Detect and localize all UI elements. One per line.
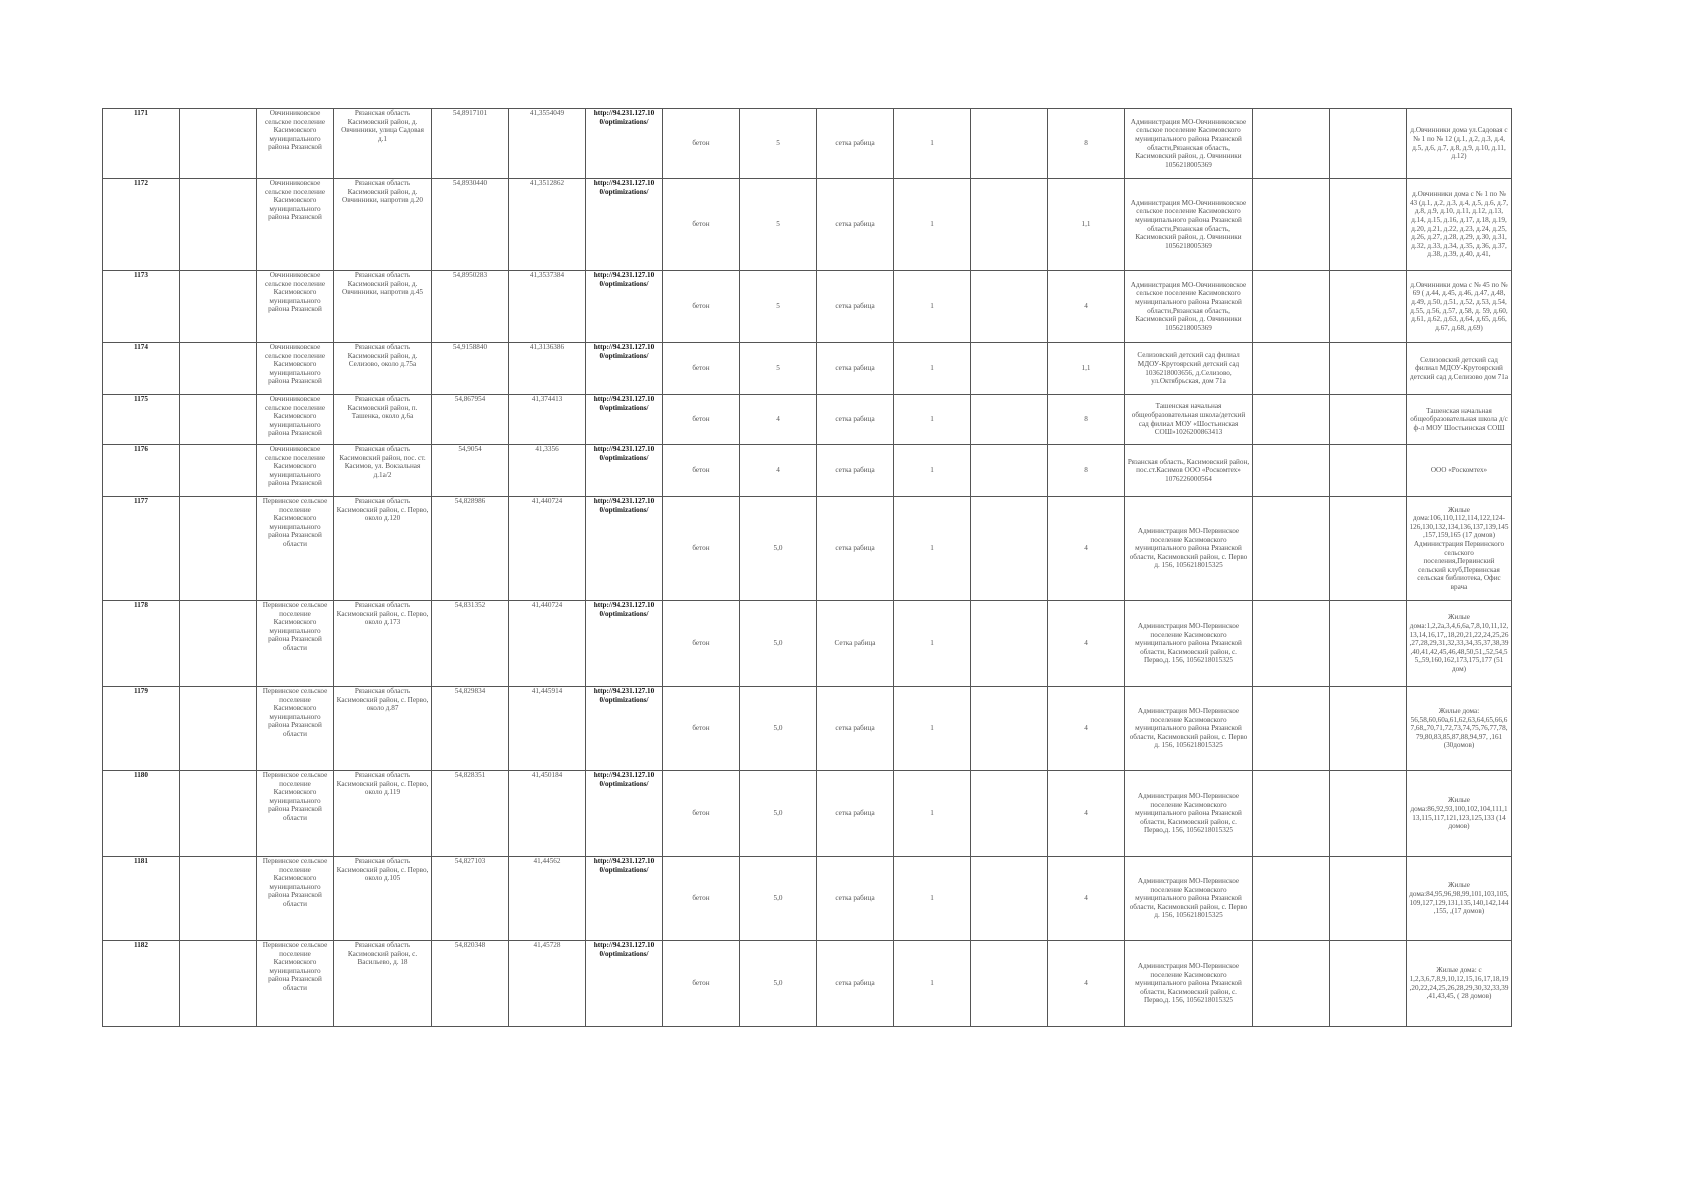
- surface-cell: бетон: [663, 601, 740, 687]
- address-cell: Рязанская область Касимовский район, с. Перво, около д.105: [334, 857, 432, 941]
- served-objects-cell: Жилые дома: 56,58,60,60а,61,62,63,64,65,66,67,68,,70,71,72,73,74,75,76,77,78,79,80,83,85,87,88,94,97, ,161 (30домов): [1407, 687, 1512, 771]
- empty-cell: [1330, 497, 1407, 601]
- volume-cell: 8: [1048, 109, 1125, 179]
- fence-cell: сетка рабица: [817, 109, 894, 179]
- settlement-cell: Овчинниковское сельское поселение Касимовского муниципального района Рязанской: [257, 395, 334, 445]
- surface-cell: бетон: [663, 497, 740, 601]
- settlement-cell: Овчинниковское сельское поселение Касимовского муниципального района Рязанской: [257, 179, 334, 271]
- latitude-cell: 54,9158840: [432, 343, 509, 395]
- volume-cell: 4: [1048, 271, 1125, 343]
- containers-cell: 1: [894, 771, 971, 857]
- empty-cell: [180, 687, 257, 771]
- empty-cell: [1253, 179, 1330, 271]
- empty-cell: [971, 271, 1048, 343]
- address-cell: Рязанская область Касимовский район, д. Овчинники, напротив д.20: [334, 179, 432, 271]
- settlement-cell: Овчинниковское сельское поселение Касимовского муниципального района Рязанской: [257, 109, 334, 179]
- longitude-cell: 41,3554049: [509, 109, 586, 179]
- latitude-cell: 54,827103: [432, 857, 509, 941]
- fence-cell: сетка рабица: [817, 343, 894, 395]
- empty-cell: [180, 857, 257, 941]
- latitude-cell: 54,820348: [432, 941, 509, 1027]
- empty-cell: [971, 687, 1048, 771]
- area-cell: 5,0: [740, 497, 817, 601]
- address-cell: Рязанская область Касимовский район, д. Овчинники, напротив д.45: [334, 271, 432, 343]
- latitude-cell: 54,8950283: [432, 271, 509, 343]
- url-cell: http://94.231.127.10 0/optimizations/: [586, 343, 663, 395]
- longitude-cell: 41,445914: [509, 687, 586, 771]
- containers-cell: 1: [894, 109, 971, 179]
- empty-cell: [180, 395, 257, 445]
- table-row: [103, 109, 1512, 179]
- owner-cell: Администрация МО-Овчинниковское сельское поселение Касимовского муниципального района Рязанской области,Рязанская область, Касимовский район, д. Овчинники 1056218005369: [1125, 271, 1253, 343]
- served-objects-cell: Селизовский детский сад филиал МДОУ-Крутоярский детский сад д.Селизово дом 71а: [1407, 343, 1512, 395]
- empty-cell: [971, 497, 1048, 601]
- volume-cell: 4: [1048, 857, 1125, 941]
- empty-cell: [971, 771, 1048, 857]
- latitude-cell: 54,9054: [432, 445, 509, 497]
- empty-cell: [180, 271, 257, 343]
- empty-cell: [1253, 601, 1330, 687]
- empty-cell: [971, 343, 1048, 395]
- row-number: 1182: [103, 941, 180, 1027]
- table-row: [103, 941, 1512, 1027]
- row-number: 1172: [103, 179, 180, 271]
- url-cell: http://94.231.127.10 0/optimizations/: [586, 941, 663, 1027]
- area-cell: 5,0: [740, 857, 817, 941]
- area-cell: 4: [740, 395, 817, 445]
- empty-cell: [1330, 601, 1407, 687]
- empty-cell: [180, 941, 257, 1027]
- longitude-cell: 41,450184: [509, 771, 586, 857]
- settlement-cell: Первинское сельское поселение Касимовского муниципального района Рязанской области: [257, 687, 334, 771]
- url-cell: http://94.231.127.10 0/optimizations/: [586, 271, 663, 343]
- area-cell: 5,0: [740, 601, 817, 687]
- owner-cell: Селизовский детский сад филиал МДОУ-Крутоярский детский сад 1036218003656, д.Селизово, ул.Октябрьская, дом 71а: [1125, 343, 1253, 395]
- settlement-cell: Первинское сельское поселение Касимовского муниципального района Рязанской области: [257, 771, 334, 857]
- owner-cell: Администрация МО-Первинское поселение Касимовского муниципального района Рязанской области, Касимовский район, с. Перво,д. 156, 1056218015325: [1125, 601, 1253, 687]
- volume-cell: 8: [1048, 395, 1125, 445]
- surface-cell: бетон: [663, 857, 740, 941]
- table-row: [103, 395, 1512, 445]
- empty-cell: [1253, 857, 1330, 941]
- settlement-cell: Первинское сельское поселение Касимовского муниципального района Рязанской области: [257, 497, 334, 601]
- empty-cell: [1253, 271, 1330, 343]
- empty-cell: [971, 395, 1048, 445]
- url-cell: http://94.231.127.10 0/optimizations/: [586, 445, 663, 497]
- volume-cell: 1,1: [1048, 179, 1125, 271]
- settlement-cell: Овчинниковское сельское поселение Касимовского муниципального района Рязанской: [257, 343, 334, 395]
- fence-cell: Сетка рабица: [817, 601, 894, 687]
- address-cell: Рязанская область Касимовский район, с. Перво, около д.173: [334, 601, 432, 687]
- longitude-cell: 41,3512862: [509, 179, 586, 271]
- served-objects-cell: Жилые дома:1,2,2а,3,4,6,6а,7,8,10,11,12,13,14,16,17,,18,20,21,22,24,25,26,27,28,29,31,32,33,34,35,37,38,39,40,41,42,45,46,48,50,51,,52,54,55,,59,160,162,173,175,177 (51 дом): [1407, 601, 1512, 687]
- owner-cell: Администрация МО-Овчинниковское сельское поселение Касимовского муниципального района Рязанской области,Рязанская область, Касимовский район, д. Овчинники 1056218005369: [1125, 109, 1253, 179]
- empty-cell: [971, 445, 1048, 497]
- empty-cell: [1330, 343, 1407, 395]
- url-cell: http://94.231.127.10 0/optimizations/: [586, 857, 663, 941]
- empty-cell: [1253, 941, 1330, 1027]
- owner-cell: Администрация МО-Первинское поселение Касимовского муниципального района Рязанской области, Касимовский район, с. Перво д. 156, 1056218015325: [1125, 687, 1253, 771]
- latitude-cell: 54,8917101: [432, 109, 509, 179]
- latitude-cell: 54,828351: [432, 771, 509, 857]
- volume-cell: 1,1: [1048, 343, 1125, 395]
- served-objects-cell: д.Овчинники дома ул.Садовая с № 1 по № 12 (д.1, д.2, д.3, д.4, д.5, д.6, д.7, д.8, д.9, д.10, д.11, д.12): [1407, 109, 1512, 179]
- containers-cell: 1: [894, 445, 971, 497]
- fence-cell: сетка рабица: [817, 271, 894, 343]
- latitude-cell: 54,8930440: [432, 179, 509, 271]
- fence-cell: сетка рабица: [817, 497, 894, 601]
- served-objects-cell: Ташенская начальная общеобразовательная школа д/с ф-л МОУ Шостьинская СОШ: [1407, 395, 1512, 445]
- empty-cell: [1330, 857, 1407, 941]
- url-cell: http://94.231.127.10 0/optimizations/: [586, 601, 663, 687]
- fence-cell: сетка рабица: [817, 395, 894, 445]
- url-cell: http://94.231.127.10 0/optimizations/: [586, 687, 663, 771]
- containers-cell: 1: [894, 601, 971, 687]
- table-row: [103, 857, 1512, 941]
- settlement-cell: Овчинниковское сельское поселение Касимовского муниципального района Рязанской: [257, 445, 334, 497]
- area-cell: 5,0: [740, 941, 817, 1027]
- empty-cell: [180, 445, 257, 497]
- empty-cell: [1330, 941, 1407, 1027]
- owner-cell: Администрация МО-Первинское поселение Касимовского муниципального района Рязанской области, Касимовский район, с. Перво д. 156, 1056218015325: [1125, 857, 1253, 941]
- row-number: 1174: [103, 343, 180, 395]
- containers-cell: 1: [894, 395, 971, 445]
- empty-cell: [180, 601, 257, 687]
- longitude-cell: 41,45728: [509, 941, 586, 1027]
- surface-cell: бетон: [663, 941, 740, 1027]
- address-cell: Рязанская область Касимовский район, с. Перво, около д.120: [334, 497, 432, 601]
- table-row: [103, 601, 1512, 687]
- area-cell: 4: [740, 445, 817, 497]
- area-cell: 5: [740, 343, 817, 395]
- area-cell: 5,0: [740, 771, 817, 857]
- table-row: [103, 771, 1512, 857]
- owner-cell: Администрация МО-Первинское поселение Касимовского муниципального района Рязанской области, Касимовский район, с. Перво д. 156, 1056218015325: [1125, 497, 1253, 601]
- longitude-cell: 41,3537384: [509, 271, 586, 343]
- served-objects-cell: ООО «Роскомтех»: [1407, 445, 1512, 497]
- empty-cell: [1253, 687, 1330, 771]
- longitude-cell: 41,3356: [509, 445, 586, 497]
- table-row: [103, 343, 1512, 395]
- empty-cell: [1330, 179, 1407, 271]
- longitude-cell: 41,44562: [509, 857, 586, 941]
- row-number: 1178: [103, 601, 180, 687]
- address-cell: Рязанская область Касимовский район, д. Селизово, около д.75а: [334, 343, 432, 395]
- volume-cell: 4: [1048, 771, 1125, 857]
- served-objects-cell: д.Овчинники дома с № 45 по № 69 ( д.44, д.45, д.46, д.47, д.48, д.49, д.50, д.51, д.52, д.53, д.54, д.55, д.56, д.57, д.58, д. 59, д.60, д.61, д.62, д.63, д.64, д.65, д.66, д.67, д.68, д.69): [1407, 271, 1512, 343]
- settlement-cell: Овчинниковское сельское поселение Касимовского муниципального района Рязанской: [257, 271, 334, 343]
- volume-cell: 8: [1048, 445, 1125, 497]
- served-objects-cell: Жилые дома:84,95,96,98,99,101,103,105,109,127,129,131,135,140,142,144,155, ,(17 домов): [1407, 857, 1512, 941]
- table-row: [103, 179, 1512, 271]
- surface-cell: бетон: [663, 687, 740, 771]
- url-cell: http://94.231.127.10 0/optimizations/: [586, 395, 663, 445]
- empty-cell: [180, 771, 257, 857]
- fence-cell: сетка рабица: [817, 687, 894, 771]
- row-number: 1173: [103, 271, 180, 343]
- empty-cell: [1330, 109, 1407, 179]
- url-cell: http://94.231.127.10 0/optimizations/: [586, 497, 663, 601]
- served-objects-cell: д.Овчинники дома с № 1 по № 43 (д.1, д.2, д.3, д.4, д.5, д.6, д.7, д.8, д.9, д.10, д.11, д.12, д.13, д.14, д.15, д.16, д.17, д.18, д.19, д.20, д.21, д.22, д.23, д.24, д.25, д.26, д.27, д.28, д.29, д.30, д.31, д.32, д.33, д.34, д.35, д.36, д.37, д.38, д.39, д.40, д.41,: [1407, 179, 1512, 271]
- area-cell: 5: [740, 109, 817, 179]
- containers-cell: 1: [894, 941, 971, 1027]
- address-cell: Рязанская область Касимовский район, с. Перво, около д.119: [334, 771, 432, 857]
- empty-cell: [1253, 109, 1330, 179]
- table-row: [103, 445, 1512, 497]
- owner-cell: Администрация МО-Первинское поселение Касимовского муниципального района Рязанской области, Касимовский район, с. Перво,д. 156, 1056218015325: [1125, 771, 1253, 857]
- owner-cell: Администрация МО-Первинское поселение Касимовского муниципального района Рязанской области, Касимовский район, с. Перво,д. 156, 1056218015325: [1125, 941, 1253, 1027]
- row-number: 1175: [103, 395, 180, 445]
- volume-cell: 4: [1048, 687, 1125, 771]
- row-number: 1177: [103, 497, 180, 601]
- latitude-cell: 54,828986: [432, 497, 509, 601]
- empty-cell: [1330, 271, 1407, 343]
- address-cell: Рязанская область Касимовский район, д. Овчинники, улица Садовая д.1: [334, 109, 432, 179]
- fence-cell: сетка рабица: [817, 445, 894, 497]
- served-objects-cell: Жилые дома:106,110,112,114,122,124-126,130,132,134,136,137,139,145,157,159,165 (17 домов) Администрация Первинского сельского поселения,Первинский сельский клуб,Первинская сельская библиотека, Офис врача: [1407, 497, 1512, 601]
- row-number: 1180: [103, 771, 180, 857]
- longitude-cell: 41,3136386: [509, 343, 586, 395]
- address-cell: Рязанская область Касимовский район, с. Перво, около д.87: [334, 687, 432, 771]
- empty-cell: [1253, 395, 1330, 445]
- containers-cell: 1: [894, 271, 971, 343]
- empty-cell: [1253, 445, 1330, 497]
- url-cell: http://94.231.127.10 0/optimizations/: [586, 109, 663, 179]
- empty-cell: [180, 109, 257, 179]
- area-cell: 5,0: [740, 687, 817, 771]
- latitude-cell: 54,831352: [432, 601, 509, 687]
- empty-cell: [180, 179, 257, 271]
- url-cell: http://94.231.127.10 0/optimizations/: [586, 179, 663, 271]
- containers-cell: 1: [894, 687, 971, 771]
- containers-cell: 1: [894, 179, 971, 271]
- table-row: [103, 687, 1512, 771]
- surface-cell: бетон: [663, 343, 740, 395]
- latitude-cell: 54,867954: [432, 395, 509, 445]
- empty-cell: [1330, 771, 1407, 857]
- containers-cell: 1: [894, 497, 971, 601]
- area-cell: 5: [740, 271, 817, 343]
- address-cell: Рязанская область Касимовский район, пос. ст. Касимов, ул. Вокзальная д.1а/2: [334, 445, 432, 497]
- owner-cell: Ташенская начальная общеобразовательная школа/детский сад филиал МОУ «Шостьинская СОШ»1026200863413: [1125, 395, 1253, 445]
- empty-cell: [971, 601, 1048, 687]
- settlement-cell: Первинское сельское поселение Касимовского муниципального района Рязанской области: [257, 941, 334, 1027]
- empty-cell: [1253, 343, 1330, 395]
- url-cell: http://94.231.127.10 0/optimizations/: [586, 771, 663, 857]
- empty-cell: [971, 857, 1048, 941]
- fence-cell: сетка рабица: [817, 941, 894, 1027]
- address-cell: Рязанская область Касимовский район, п. Ташенка, около д.6а: [334, 395, 432, 445]
- fence-cell: сетка рабица: [817, 179, 894, 271]
- empty-cell: [971, 179, 1048, 271]
- row-number: 1181: [103, 857, 180, 941]
- empty-cell: [971, 941, 1048, 1027]
- volume-cell: 4: [1048, 601, 1125, 687]
- registry-table: [102, 108, 1512, 1027]
- surface-cell: бетон: [663, 271, 740, 343]
- empty-cell: [1330, 687, 1407, 771]
- longitude-cell: 41,440724: [509, 497, 586, 601]
- settlement-cell: Первинское сельское поселение Касимовского муниципального района Рязанской области: [257, 601, 334, 687]
- empty-cell: [1330, 395, 1407, 445]
- served-objects-cell: Жилые дома:86,92,93,100,102,104,111,113,115,117,121,123,125,133 (14 домов): [1407, 771, 1512, 857]
- containers-cell: 1: [894, 857, 971, 941]
- row-number: 1171: [103, 109, 180, 179]
- row-number: 1179: [103, 687, 180, 771]
- table-row: [103, 497, 1512, 601]
- settlement-cell: Первинское сельское поселение Касимовского муниципального района Рязанской области: [257, 857, 334, 941]
- served-objects-cell: Жилые дома: с 1,2,3,6,7,8,9,10,12,15,16,17,18,19,20,22,24,25,26,28,29,30,32,33,39,41,43,45, ( 28 домов): [1407, 941, 1512, 1027]
- empty-cell: [971, 109, 1048, 179]
- latitude-cell: 54,829834: [432, 687, 509, 771]
- containers-cell: 1: [894, 343, 971, 395]
- longitude-cell: 41,440724: [509, 601, 586, 687]
- surface-cell: бетон: [663, 395, 740, 445]
- surface-cell: бетон: [663, 771, 740, 857]
- owner-cell: Администрация МО-Овчинниковское сельское поселение Касимовского муниципального района Рязанской области,Рязанская область, Касимовский район, д. Овчинники 1056218005369: [1125, 179, 1253, 271]
- table-row: [103, 271, 1512, 343]
- empty-cell: [1330, 445, 1407, 497]
- volume-cell: 4: [1048, 941, 1125, 1027]
- empty-cell: [180, 343, 257, 395]
- address-cell: Рязанская область Касимовский район, с. Васильево, д. 18: [334, 941, 432, 1027]
- fence-cell: сетка рабица: [817, 857, 894, 941]
- surface-cell: бетон: [663, 179, 740, 271]
- longitude-cell: 41,374413: [509, 395, 586, 445]
- surface-cell: бетон: [663, 109, 740, 179]
- surface-cell: бетон: [663, 445, 740, 497]
- fence-cell: сетка рабица: [817, 771, 894, 857]
- area-cell: 5: [740, 179, 817, 271]
- owner-cell: Рязанская область, Касимовский район, пос.ст.Касимов ООО «Роскомтех» 1076226000564: [1125, 445, 1253, 497]
- empty-cell: [1253, 497, 1330, 601]
- volume-cell: 4: [1048, 497, 1125, 601]
- row-number: 1176: [103, 445, 180, 497]
- empty-cell: [1253, 771, 1330, 857]
- empty-cell: [180, 497, 257, 601]
